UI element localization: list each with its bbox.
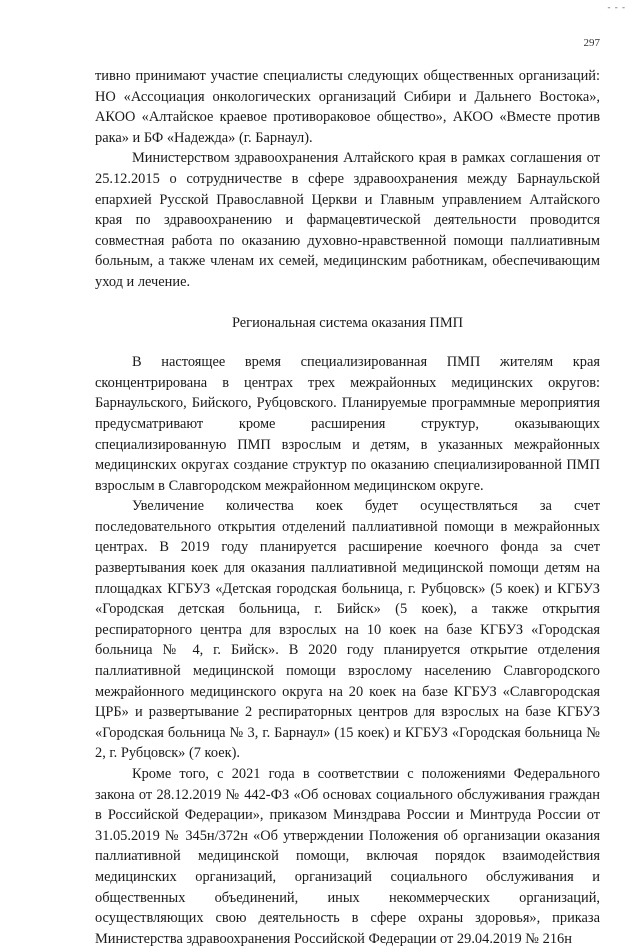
section-heading: Региональная система оказания ПМП	[231, 314, 464, 331]
paragraph-continuation: тивно принимают участие специалисты следующих общественных организаций: НО «Ассоциация онкологических организаций Сибири и Дальнего Востока», АКОО «Алтайское краевое противораковое общество», АКОО «Вместе против рака» и БФ «Надежда» (г. Барнаул).	[95, 68, 600, 146]
paragraph-bed-increase: Увеличение количества коек будет осуществляться за счет последовательного открытия отделений паллиативной помощи в межрайонных центрах. В 2019 году планируется расширение коечного фонда за счет развертывания коек для оказания паллиативной медицинской помощи детям на площадках КГБУЗ «Детская городская больница, г. Рубцовск» (5 коек) и КГБУЗ «Городская детская больница, г. Бийск» (5 коек), а также открытия респираторного центра для взрослых на 10 коек на базе КГБУЗ «Городская больница № 4, г. Бийск». В 2020 году планируется открытие отделения паллиативной медицинской помощи взрослому населению Славгородского межрайонного медицинского округа на 20 коек на базе КГБУЗ «Славгородская ЦРБ» и развертывание 2 респираторных центров для взрослых на базе КГБУЗ «Городская больница № 3, г. Барнаул» (15 коек) и КГБУЗ «Городская больница № 2, г. Рубцовск» (7 коек).	[95, 498, 600, 762]
document-body	[95, 66, 600, 949]
paragraph-from-2021: Кроме того, с 2021 года в соответствии с положениями Федерального закона от 28.12.2019 № 442-ФЗ «Об основах социального обслуживания граждан в Российской Федерации», приказом Минздрава России и Минтруда России от 31.05.2019 № 345н/372н «Об утверждении Положения об организации оказания паллиативной медицинской помощи, включая порядок взаимодействия медицинских организаций, организаций социального обслуживания и общественных объединений, иных некоммерческих организаций, осуществляющих свою деятельность в сфере охраны здоровья», приказа Министерства здравоохранения Российской Федерации от 29.04.2019 № 216н	[95, 766, 600, 947]
corner-mark: - - -	[607, 2, 626, 12]
paragraph-ministry-agreement: Министерством здравоохранения Алтайского края в рамках соглашения от 25.12.2015 о сотрудничестве в сфере здравоохранения между Барнаульской епархией Русской Православной Церкви и Главным управлением Алтайского края по здравоохранению и фармацевтической деятельности проводится совместная работа по оказанию духовно-нравственной помощи паллиативным больным, а также членам их семей, медицинским работникам, обеспечивающим уход и лечение.	[95, 150, 600, 290]
paragraph-specialized-pmp: В настоящее время специализированная ПМП жителям края сконцентрирована в центрах трех межрайонных медицинских округов: Барнаульского, Бийского, Рубцовского. Планируемые программные мероприятия предусматривают кроме расширения структур, оказывающих специализированную ПМП взрослым и детям, в указанных межрайонных медицинских округах создание структур по оказанию специализированной ПМП взрослым в Славгородском межрайонном медицинском округе.	[95, 354, 600, 494]
page-number: 297	[583, 37, 600, 49]
